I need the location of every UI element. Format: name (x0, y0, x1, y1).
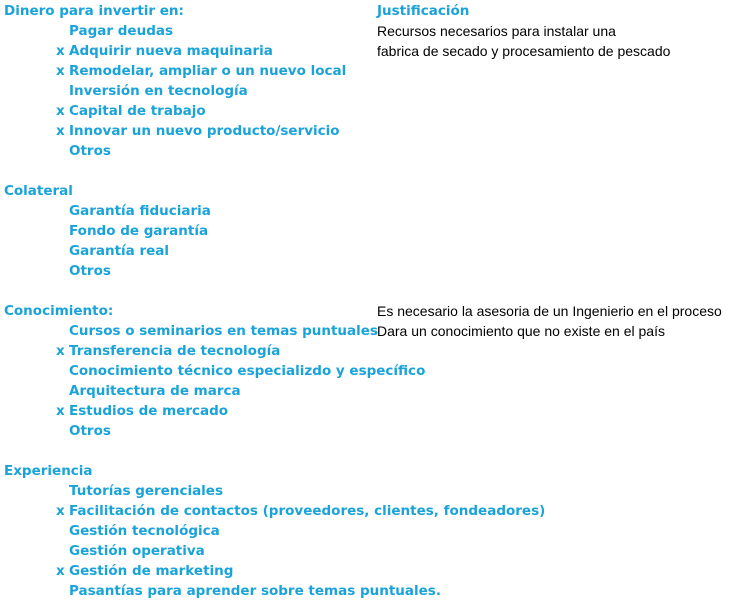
colateral-item-fiduciaria: Garantía fiduciaria (69, 203, 211, 219)
dinero-item-pagar-deudas: Pagar deudas (69, 23, 174, 39)
conocimiento-heading: Conocimiento: (4, 303, 114, 319)
conocimiento-item-estudios: Estudios de mercado (69, 403, 229, 419)
justificacion-heading: Justificación (377, 3, 470, 19)
dinero-item-tecnologia: Inversión en tecnología (69, 83, 248, 99)
check-mark-icon: x (56, 63, 65, 79)
experiencia-item-tutorias: Tutorías gerenciales (69, 483, 223, 499)
dinero-item-remodelar: Remodelar, ampliar o un nuevo local (69, 63, 347, 79)
justificacion-line: Recursos necesarios para instalar una (377, 23, 616, 39)
experiencia-item-tecnologica: Gestión tecnológica (69, 523, 220, 539)
check-mark-icon: x (56, 123, 65, 139)
conocimiento-note: Dara un conocimiento que no existe en el país (377, 323, 665, 339)
experiencia-item-contactos: Facilitación de contactos (proveedores, clientes, fondeadores) (69, 503, 546, 519)
check-mark-icon: x (56, 103, 65, 119)
conocimiento-item-transferencia: Transferencia de tecnología (69, 343, 281, 359)
check-mark-icon: x (56, 503, 65, 519)
colateral-heading: Colateral (4, 183, 73, 199)
conocimiento-item-cursos: Cursos o seminarios en temas puntuales (69, 323, 378, 339)
check-mark-icon: x (56, 563, 65, 579)
justificacion-line: fabrica de secado y procesamiento de pescado (377, 43, 671, 59)
dinero-item-maquinaria: Adquirir nueva maquinaria (69, 43, 273, 59)
dinero-item-capital: Capital de trabajo (69, 103, 206, 119)
conocimiento-item-arquitectura: Arquitectura de marca (69, 383, 241, 399)
colateral-item-real: Garantía real (69, 243, 170, 259)
conocimiento-item-otros: Otros (69, 423, 111, 439)
dinero-item-otros: Otros (69, 143, 111, 159)
check-mark-icon: x (56, 403, 65, 419)
check-mark-icon: x (56, 43, 65, 59)
experiencia-item-operativa: Gestión operativa (69, 543, 205, 559)
check-mark-icon: x (56, 343, 65, 359)
experiencia-heading: Experiencia (4, 463, 93, 479)
dinero-heading: Dinero para invertir en: (4, 3, 184, 19)
experiencia-item-pasantias: Pasantías para aprender sobre temas puntuales. (69, 583, 441, 599)
conocimiento-note: Es necesario la asesoria de un Ingenierio en el proceso (377, 303, 722, 319)
conocimiento-item-tecnico: Conocimiento técnico especializdo y específico (69, 363, 426, 379)
experiencia-item-marketing: Gestión de marketing (69, 563, 234, 579)
colateral-item-fondo: Fondo de garantía (69, 223, 209, 239)
dinero-item-innovar: Innovar un nuevo producto/servicio (69, 123, 340, 139)
colateral-item-otros: Otros (69, 263, 111, 279)
